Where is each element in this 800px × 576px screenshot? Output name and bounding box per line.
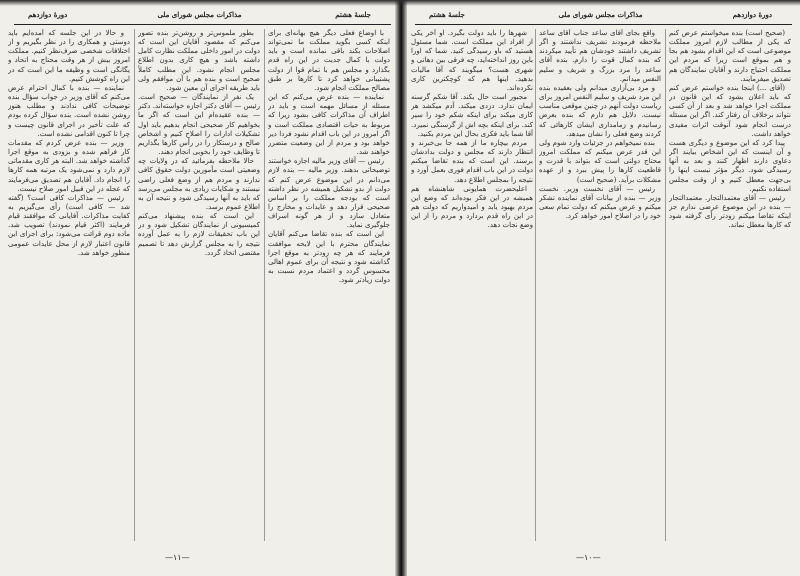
paragraph: این است که بنده تقاضا می‌کنم آقایان نمایندگان محترم با این لایحه موافقت فرمایند که هر چه زودتر به موقع اجرا گذاشته شود و نتیجه آن برای عموم اهالی محسوس گردد و اعتماد مردم نسبت به دولت زیادتر شود. [268,230,390,285]
paragraph: واقع بجای آقای ساعد جناب آقای ساعد ملاحظه فرمودند تشریف نداشتند و اگر تشریف داشتند خودشان هم تأیید میکردند که بنده کمال قوت را دارم. بنده آقای ساعد را مرد بزرگ و شریف و سلیم النفس میدانم. [539,29,661,83]
book-gutter [395,0,407,576]
text-column [411,29,533,541]
page-number: —۱۰— [576,553,601,562]
paragraph: پیدا کرد که این موضوع و دیگری هست و آن اینست که این اشخاص بیایند اگر دعاوی دارند اظهار کنند و بعد به آنها رسیدگی شود. دیگر مؤثر نیست اینها را بی‌جهت معطل کنیم و از وقت مجلس استفاده نکنیم. [669,138,791,193]
right-page [401,0,800,576]
paragraph: (صحیح است) بنده میخواستم عرض کنم که یکی از مطالب لازم امروز مملکت موضوعی است که این اقدام بشود هم بجا و هم بموقع است زیرا که مردم این مملکت احتیاج دارند و آقایان نمایندگان هم تصدیق میفرمایند. [669,29,791,83]
paragraph: رئیس — مذاکرات کافی است؟ (گفته شد — کافی است) رأی می‌گیریم به کفایت مذاکرات. آقایانی که موافقند قیام فرمایند (اکثر قیام نمودند) تصویب شد. ماده دوم قرائت می‌شود: برای اجرای این قانون اعتبار لازم از محل عایدات عمومی منظور خواهد شد. [8,193,130,257]
paragraph: نماینده — بنده عرض می‌کنم که این مسئله از مسائل مهمه است و باید در اطراف آن مذاکرات کافی بشود زیرا که مربوط به حیات اقتصادی مملکت است و اگر امروز در این باب اقدام نشود فردا دیر خواهد بود و مردم از این وضعیت متضرر خواهند شد. [268,93,390,157]
header-rule [14,24,391,25]
paragraph: رئیس — آقای نخست وزیر. نخست وزیر — بنده از بیانات آقای نماینده تشکر میکنم و عرض میکنم که دولت تمام سعی خود را در اصلاح امور خواهد کرد. [539,184,661,221]
scan-edge-shadow [0,0,800,6]
paragraph: شهرها را باید دولت بگیرد. او آخر یکی از افراد این مملکت است. شما مسئول هستید که باو رسیدگی کنید. شما که اورا باین روز انداخته‌اید، چه فرقی بین دهاتی و شهری هست؟ میگویند که آقا مالیات بدهید. اینها هم که کوچکترین کاری نکرده‌اند. [411,29,533,92]
text-column [268,29,390,541]
paragraph: بنده نمیخواهم در جزئیات وارد شوم ولی این قدر عرض میکنم که مملکت امروز محتاج دولتی است که بتواند با قدرت و قاطعیت کارها را پیش ببرد و از عهده مشکلات برآید. (صحیح است) [539,138,661,184]
running-header [8,10,391,24]
paragraph: اعلیحضرت همایونی شاهنشاه هم همیشه در این فکر بوده‌اند که وضع این مردم بهبود یابد و امیدواریم که دولت هم در این راه قدم بردارد و مردم را از این وضع نجات دهد. [411,184,533,230]
paragraph: (آقای ...) اینجا بنده خواستم عرض کنم که باید اعلان بشود که این قانون در مملکت اجرا خواهد شد و بعد از آن کسی نتواند برخلاف آن رفتار کند. اگر این مسئله درست انجام شود آنوقت اثرات مفیدی خواهد داشت. [669,83,791,138]
header-rule [415,24,792,25]
publication-title: مذاکرات مجلس شورای ملی [157,10,242,19]
paragraph: و حالا در این جلسه که آمده‌ایم باید دوستی و همکاری را در نظر بگیریم و از اختلافات شخصی صرف‌نظر کنیم. مملکت امروز بیش از هر وقت محتاج به اتحاد و یگانگی است و وظیفه ما این است که در این راه کوشش کنیم. [8,29,130,83]
paragraph: حالا ملاحظه بفرمائید که در ولایات چه وضعیتی است مأمورین دولت حقوق کافی ندارند و مردم هم از وضع فعلی راضی نیستند و شکایات زیادی به مجلس می‌رسد که باید به آنها رسیدگی شود و نتیجه آن به اطلاع عموم برسد. [138,157,260,211]
paragraph: نماینده — بنده با کمال احترام عرض می‌کنم که آقای وزیر در جواب سؤال بنده توضیحات کافی ندادند و مطلب هنوز روشن نشده است. بنده سؤال کرده بودم که علت تأخیر در اجرای قانون چیست و چرا تا کنون اقدامی نشده است. [8,83,130,138]
paragraph: مجبور است حال بکند. آقا شکم گرسنه ایمان ندارد. دزدی میکند. آدم میکشد هر کاری میکند برای اینکه شکم خود را سیر کند. برای اینکه بچه اش از گرسنگی نمیرد. آقا شما باید فکری بحال این مردم بکنید. [411,93,533,138]
term-label: دورهٔ دوازدهم [28,10,68,19]
text-column [539,29,661,541]
publication-title: مذاکرات مجلس شورای ملی [558,10,643,19]
column-divider [665,29,666,541]
text-column [669,29,791,541]
text-column [8,29,130,541]
paragraph: با اوضاع فعلی دیگر هیچ بهانه‌ای برای اینکه کسی بگوید مملکت ما نمی‌تواند اصلاحات بکند باقی نمانده است و باید دولت با کمال جدیت در این راه قدم بگذارد و مجلس هم با تمام قوا از دولت پشتیبانی خواهد کرد تا کارها بر طبق مصالح مملکت انجام شود. [268,29,390,92]
paragraph: رئیس — آقای وزیر مالیه اجازه خواستند توضیحاتی بدهند. وزیر مالیه — بنده لازم می‌دانم در این موضوع عرض کنم که دولت از بدو تشکیل همیشه در نظر داشته است که بودجه مملکت را بر اساس صحیحی قرار دهد و عایدات و مخارج را متعادل سازد و از هر گونه اسراف جلوگیری نماید. [268,157,390,230]
left-page [0,0,399,576]
paragraph: یک نفر از نمایندگان — صحیح است. رئیس — آقای دکتر اجازه خواسته‌اند. دکتر — بنده عقیده‌ام این است که اگر ما بخواهیم کار صحیحی انجام بدهیم باید اول تشکیلات ادارات را اصلاح کنیم و اشخاص صالح و درستکار را در رأس کارها بگذاریم تا وظایف خود را بخوبی انجام دهند. [138,93,260,157]
paragraph: رئیس — آقای معتمدالتجار. معتمدالتجار — بنده در این موضوع عرضی ندارم جز اینکه تقاضا میکنم زودتر رأی گرفته شود که کارها معطل نماند. [669,193,791,230]
text-column [138,29,260,541]
session-label: جلسهٔ هشتم [429,10,465,19]
paragraph: مردم بیچاره ما از همه جا بی‌خبرند و انتظار دارند که مجلس و دولت بدادشان برسند. این است که بنده تقاضا میکنم دولت در این باب اقدام فوری بعمل آورد و نتیجه را بمجلس اطلاع دهد. [411,138,533,184]
column-divider [535,29,536,541]
column-divider [264,29,265,541]
paragraph: این است که بنده پیشنهاد می‌کنم کمیسیونی از نمایندگان تشکیل شود و در این باب تحقیقات لازم را به عمل آورده نتیجه را به مجلس گزارش دهد تا تصمیم مقتضی اتخاذ گردد. [138,212,260,257]
session-label: جلسهٔ هشتم [335,10,371,19]
paragraph: بطور ملموس‌تر و روشن‌تر بنده تصور می‌کنم که مقصود آقایان این است که دولت در امور داخلی مملکت نظارت کامل داشته باشد و هیچ کاری بدون اطلاع مجلس انجام نشود. این مطلب کاملاً صحیح است و بنده هم با آن موافقم ولی باید طریقه اجرای آن معین شود. [138,29,260,92]
paragraph: وزیر — بنده عرض کردم که مقدمات کار فراهم شده و بزودی به موقع اجرا گذاشته خواهد شد. البته هر کاری مقدماتی لازم دارد و نمی‌شود یک مرتبه همه کارها را انجام داد. آقایان هم تصدیق می‌فرمایند که عجله در این قبیل امور صلاح نیست. [8,138,130,193]
term-label: دورهٔ دوازدهم [732,10,772,19]
paragraph: و مرد بی‌آزاری میدانم ولی بعقیده بنده این مرد شریف و سلیم النفس امروز برای ریاست دولت آنهم در چنین موقعی مناسب نیست. دلایل هم دارم که بنده بعرض رسانیدم و زمامداری ایشان کارهائی که کردند وضع فعلی را نشان میدهد. [539,83,661,138]
column-divider [134,29,135,541]
running-header [409,10,792,24]
page-number: —۱۱— [165,553,190,562]
